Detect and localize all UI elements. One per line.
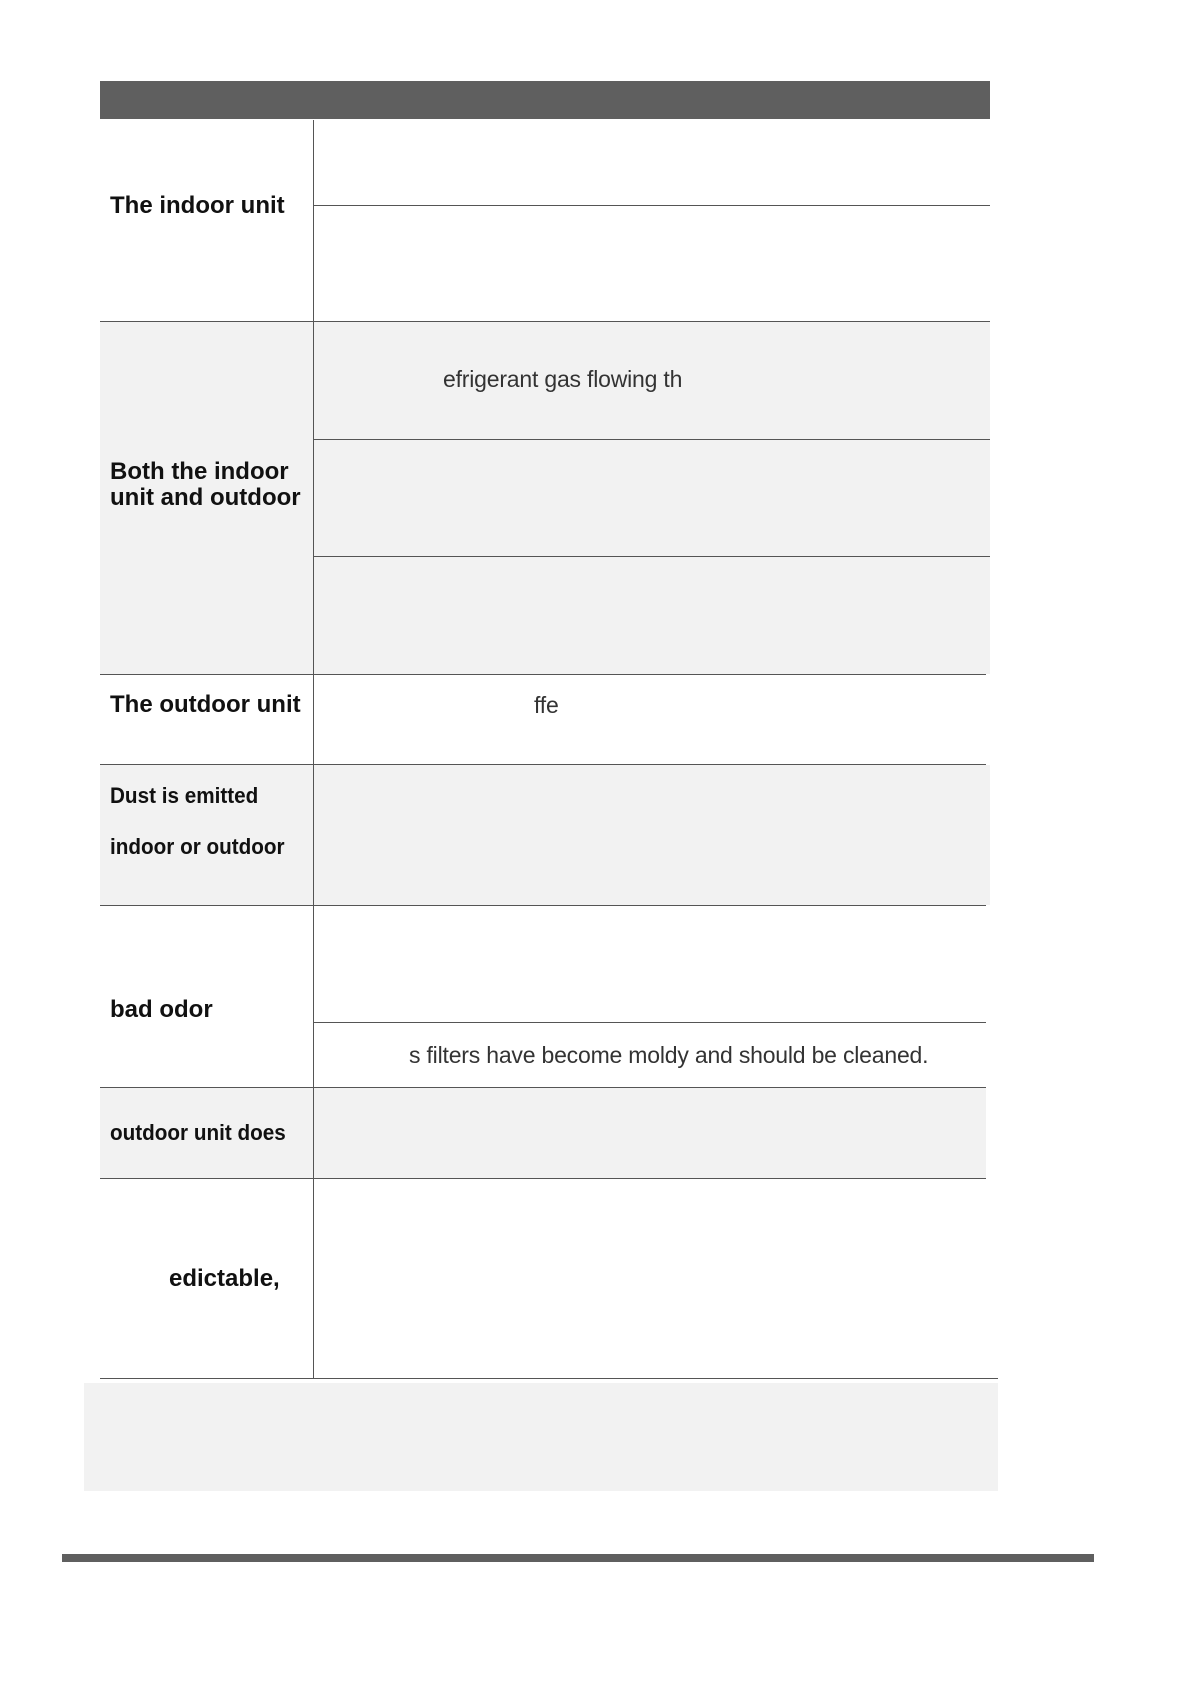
row-label-unpredictable: edictable, <box>169 1265 280 1292</box>
description-filters-moldy: s filters have become moldy and should be cleaned. <box>409 1042 929 1068</box>
description-fragment-outdoor: ffe <box>534 692 559 718</box>
note-box <box>84 1383 998 1491</box>
row-label-dust-line1: Dust is emitted <box>110 783 259 808</box>
table-header-bar <box>100 81 990 119</box>
row-divider <box>100 1178 986 1179</box>
sub-row-divider <box>313 439 990 440</box>
row-label-indoor-unit: The indoor unit <box>110 192 285 219</box>
row-label-both-units-line1: Both the indoor <box>110 458 289 485</box>
row-divider <box>100 1378 998 1379</box>
sub-row-divider <box>313 556 990 557</box>
row-label-outdoor-does: outdoor unit does <box>110 1120 286 1145</box>
row-divider <box>100 321 990 322</box>
column-divider <box>313 120 314 1378</box>
row-divider <box>100 905 986 906</box>
row-divider <box>100 1087 986 1088</box>
description-refrigerant-gas: efrigerant gas flowing th <box>443 366 683 392</box>
row-divider <box>100 674 986 675</box>
sub-row-divider <box>313 1022 986 1023</box>
row-label-both-units-line2: unit and outdoor <box>110 484 301 511</box>
row-label-outdoor-unit: The outdoor unit <box>110 691 301 718</box>
footer-rule <box>62 1554 1094 1562</box>
row-label-bad-odor: bad odor <box>110 996 213 1023</box>
sub-row-divider <box>313 205 990 206</box>
row-divider <box>100 764 986 765</box>
row-label-dust-line2: indoor or outdoor <box>110 834 285 859</box>
